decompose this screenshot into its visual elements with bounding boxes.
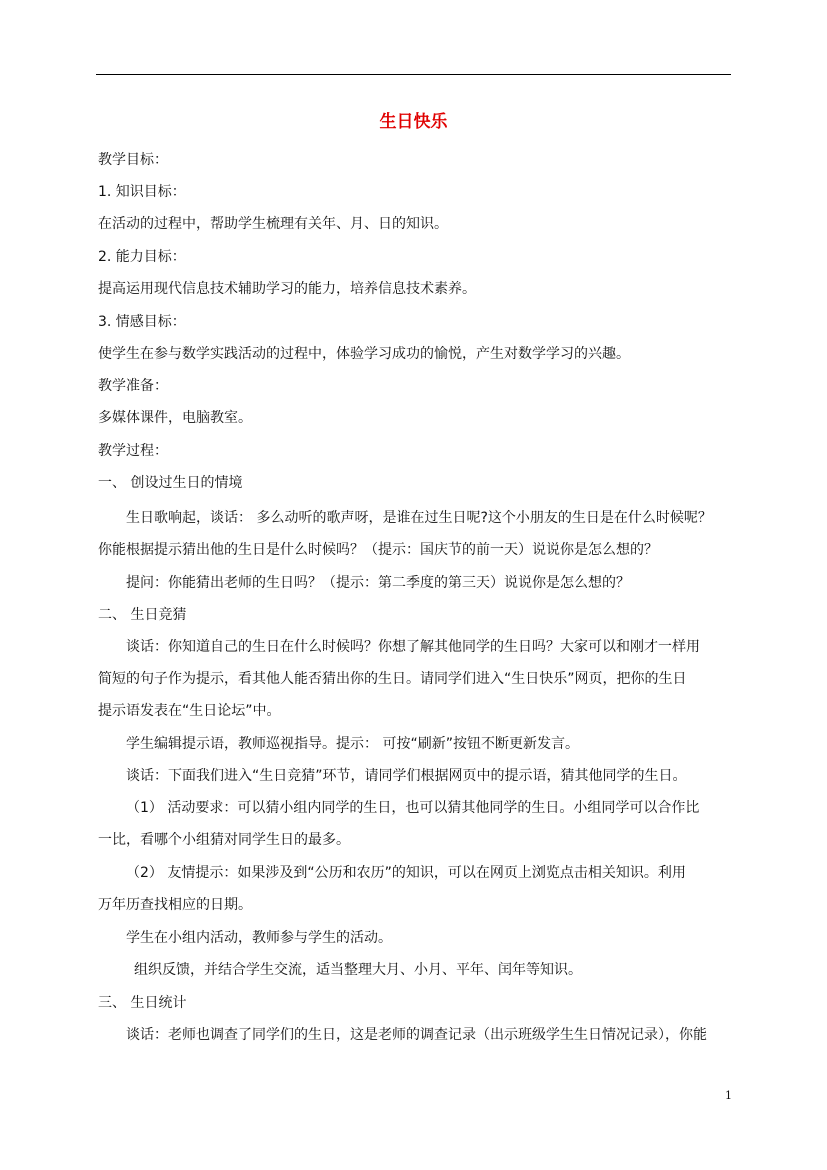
section-heading: 一、 创设过生日的情境 bbox=[98, 475, 243, 491]
text-line: 一比，看哪个小组猜对同学生日的最多。 bbox=[98, 832, 350, 848]
text-line: 教学准备： bbox=[98, 378, 168, 394]
text-line: 提高运用现代信息技术辅助学习的能力，培养信息技术素养。 bbox=[98, 281, 476, 297]
page-number: 1 bbox=[725, 1089, 732, 1102]
text-line: 教学目标： bbox=[98, 152, 168, 168]
text-line: 谈话：老师也调查了同学们的生日，这是老师的调查记录（出示班级学生生日情况记录），你能 bbox=[126, 1027, 707, 1043]
text-line: 教学过程： bbox=[98, 443, 168, 459]
text-line: （1） 活动要求：可以猜小组内同学的生日，也可以猜其他同学的生日。小组同学可以合作比 bbox=[126, 800, 700, 816]
text-line: 使学生在参与数学实践活动的过程中，体验学习成功的愉悦，产生对数学学习的兴趣。 bbox=[98, 346, 630, 362]
text-line: 生日歌响起，谈话： 多么动听的歌声呀，是谁在过生日呢?这个小朋友的生日是在什么时候呢？ bbox=[126, 510, 712, 526]
header-rule bbox=[96, 74, 731, 75]
text-line: 万年历查找相应的日期。 bbox=[98, 897, 252, 913]
document-title: 生日快乐 bbox=[379, 112, 448, 132]
text-line: 谈话：你知道自己的生日在什么时候吗？你想了解其他同学的生日吗？大家可以和刚才一样用 bbox=[126, 639, 700, 655]
text-line: 2. 能力目标： bbox=[98, 249, 186, 265]
text-line: 1. 知识目标： bbox=[98, 184, 186, 200]
text-line: 组织反馈，并结合学生交流，适当整理大月、小月、平年、闰年等知识。 bbox=[134, 962, 582, 978]
text-line: 在活动的过程中，帮助学生梳理有关年、月、日的知识。 bbox=[98, 216, 448, 232]
text-line: 3. 情感目标： bbox=[98, 314, 186, 330]
text-line: 学生在小组内活动，教师参与学生的活动。 bbox=[126, 930, 392, 946]
text-line: （2） 友情提示：如果涉及到“公历和农历”的知识，可以在网页上浏览点击相关知识。利用 bbox=[126, 865, 686, 881]
section-heading: 三、 生日统计 bbox=[98, 995, 187, 1011]
text-line: 提示语发表在“生日论坛”中。 bbox=[98, 703, 281, 719]
text-line: 多媒体课件，电脑教室。 bbox=[98, 410, 252, 426]
text-line: 学生编辑提示语，教师巡视指导。提示： 可按“刷新”按钮不断更新发言。 bbox=[126, 736, 579, 752]
text-line: 简短的句子作为提示，看其他人能否猜出你的生日。请同学们进入“生日快乐”网页，把你的生日 bbox=[98, 671, 687, 687]
section-heading: 二、 生日竞猜 bbox=[98, 607, 187, 623]
text-line: 提问：你能猜出老师的生日吗？（提示：第二季度的第三天）说说你是怎么想的？ bbox=[126, 575, 630, 591]
text-line: 你能根据提示猜出他的生日是什么时候吗？（提示：国庆节的前一天）说说你是怎么想的？ bbox=[98, 542, 658, 558]
text-line: 谈话：下面我们进入“生日竞猜”环节，请同学们根据网页中的提示语，猜其他同学的生日。 bbox=[126, 768, 687, 784]
